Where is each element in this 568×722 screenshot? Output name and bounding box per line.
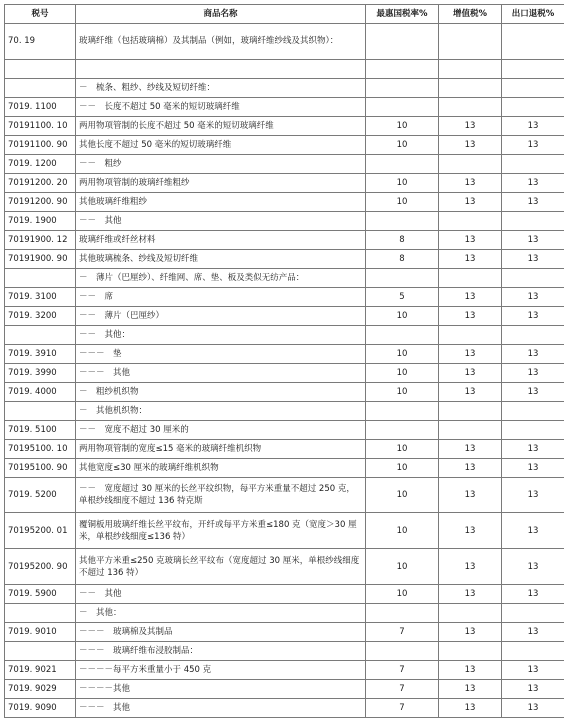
vat-rate-cell: 13 [439, 173, 502, 192]
product-name-cell: －－－ 玻璃棉及其制品 [76, 623, 366, 642]
table-row [5, 97, 565, 116]
table-row [5, 249, 565, 268]
product-name-cell: 玻璃纤维或纤丝材料 [76, 230, 366, 249]
mfn-rate-cell: 7 [366, 699, 439, 718]
mfn-rate-cell [366, 604, 439, 623]
tariff-code-cell: 70195200. 01 [5, 513, 76, 549]
vat-rate-cell: 13 [439, 477, 502, 513]
vat-rate-cell: 13 [439, 116, 502, 135]
vat-rate-cell [439, 642, 502, 661]
tariff-code-cell: 70191200. 20 [5, 173, 76, 192]
mfn-rate-cell: 10 [366, 382, 439, 401]
product-name-cell: －－ 长度不超过 50 毫米的短切玻璃纤维 [76, 97, 366, 116]
vat-rate-cell [439, 604, 502, 623]
tariff-code-cell: 70195200. 90 [5, 549, 76, 585]
table-row [5, 306, 565, 325]
tariff-code-cell [5, 78, 76, 97]
product-name-cell: －－－ 玻璃纤维布浸胶制品： [76, 642, 366, 661]
product-name-cell: 其他玻璃梳条、纱线及短切纤维 [76, 249, 366, 268]
table-row [5, 699, 565, 718]
table-row [5, 173, 565, 192]
mfn-rate-cell [366, 325, 439, 344]
mfn-rate-cell [366, 78, 439, 97]
table-row [5, 439, 565, 458]
mfn-rate-cell: 10 [366, 549, 439, 585]
vat-rate-cell: 13 [439, 306, 502, 325]
export-rebate-cell: 13 [502, 661, 565, 680]
product-name-cell: － 梳条、粗纱、纱线及短切纤维： [76, 78, 366, 97]
tariff-code-cell: 70195100. 90 [5, 458, 76, 477]
product-name-cell: 其他长度不超过 50 毫米的短切玻璃纤维 [76, 135, 366, 154]
mfn-rate-cell: 7 [366, 623, 439, 642]
vat-rate-cell: 13 [439, 363, 502, 382]
export-rebate-cell [502, 420, 565, 439]
mfn-rate-cell [366, 154, 439, 173]
table-body [5, 24, 565, 718]
table-row [5, 59, 565, 78]
table-row [5, 585, 565, 604]
mfn-rate-cell: 5 [366, 287, 439, 306]
tariff-code-cell: 7019. 5900 [5, 585, 76, 604]
table-row [5, 268, 565, 287]
product-name-cell: －－ 席 [76, 287, 366, 306]
product-name-cell: 玻璃纤维（包括玻璃棉）及其制品（例如，玻璃纤维纱线及其织物）： [76, 24, 366, 60]
table-row [5, 623, 565, 642]
vat-rate-cell [439, 154, 502, 173]
export-rebate-cell: 13 [502, 116, 565, 135]
table-row [5, 154, 565, 173]
mfn-rate-cell: 10 [366, 513, 439, 549]
tariff-code-cell: 70191100. 90 [5, 135, 76, 154]
product-name-cell: －－ 其他： [76, 325, 366, 344]
mfn-rate-cell: 10 [366, 344, 439, 363]
header-export-rebate: 出口退税% [502, 5, 565, 24]
vat-rate-cell [439, 325, 502, 344]
vat-rate-cell [439, 97, 502, 116]
vat-rate-cell: 13 [439, 680, 502, 699]
vat-rate-cell: 13 [439, 382, 502, 401]
product-name-cell: －－ 粗纱 [76, 154, 366, 173]
vat-rate-cell [439, 211, 502, 230]
product-name-cell: －－ 宽度不超过 30 厘米的 [76, 420, 366, 439]
tariff-code-cell: 70. 19 [5, 24, 76, 60]
tariff-code-cell: 7019. 1900 [5, 211, 76, 230]
export-rebate-cell: 13 [502, 549, 565, 585]
product-name-cell: －－－ 垫 [76, 344, 366, 363]
table-row [5, 211, 565, 230]
product-name-cell: 两用物项管制的玻璃纤维粗纱 [76, 173, 366, 192]
mfn-rate-cell: 10 [366, 192, 439, 211]
export-rebate-cell: 13 [502, 699, 565, 718]
mfn-rate-cell: 7 [366, 680, 439, 699]
vat-rate-cell: 13 [439, 135, 502, 154]
product-name-cell: 其他玻璃纤维粗纱 [76, 192, 366, 211]
tariff-code-cell: 7019. 9029 [5, 680, 76, 699]
tariff-code-cell: 7019. 3100 [5, 287, 76, 306]
export-rebate-cell: 13 [502, 230, 565, 249]
export-rebate-cell: 13 [502, 249, 565, 268]
tariff-code-cell [5, 268, 76, 287]
table-row [5, 24, 565, 60]
header-tariff-code: 税号 [5, 5, 76, 24]
table-row [5, 661, 565, 680]
export-rebate-cell [502, 78, 565, 97]
mfn-rate-cell [366, 211, 439, 230]
vat-rate-cell: 13 [439, 249, 502, 268]
export-rebate-cell: 13 [502, 382, 565, 401]
table-row [5, 363, 565, 382]
vat-rate-cell: 13 [439, 623, 502, 642]
mfn-rate-cell: 10 [366, 173, 439, 192]
table-row [5, 477, 565, 513]
mfn-rate-cell: 10 [366, 458, 439, 477]
tariff-code-cell: 7019. 9010 [5, 623, 76, 642]
vat-rate-cell [439, 78, 502, 97]
product-name-cell: 两用物项管制的宽度≤15 毫米的玻璃纤维机织物 [76, 439, 366, 458]
tariff-table-container [4, 4, 564, 718]
table-row [5, 192, 565, 211]
export-rebate-cell: 13 [502, 192, 565, 211]
tariff-code-cell: 7019. 3910 [5, 344, 76, 363]
table-row [5, 420, 565, 439]
export-rebate-cell: 13 [502, 173, 565, 192]
tariff-code-cell: 7019. 9090 [5, 699, 76, 718]
table-row [5, 549, 565, 585]
product-name-cell: 其他平方米重≤250 克玻璃长丝平纹布（宽度超过 30 厘米，单根纱线细度不超过 136 特） [76, 549, 366, 585]
table-row [5, 642, 565, 661]
product-name-cell: －－－ 其他 [76, 363, 366, 382]
mfn-rate-cell: 10 [366, 116, 439, 135]
export-rebate-cell [502, 325, 565, 344]
table-row [5, 401, 565, 420]
table-row [5, 116, 565, 135]
header-vat-rate: 增值税% [439, 5, 502, 24]
product-name-cell: －－ 其他 [76, 585, 366, 604]
table-row [5, 78, 565, 97]
export-rebate-cell [502, 642, 565, 661]
export-rebate-cell [502, 268, 565, 287]
table-row [5, 344, 565, 363]
table-row [5, 230, 565, 249]
export-rebate-cell: 13 [502, 344, 565, 363]
mfn-rate-cell: 10 [366, 439, 439, 458]
product-name-cell: － 薄片（巴厘纱）、纤维网、席、垫、板及类似无纺产品： [76, 268, 366, 287]
tariff-code-cell: 70191900. 90 [5, 249, 76, 268]
header-mfn-rate: 最惠国税率% [366, 5, 439, 24]
vat-rate-cell [439, 268, 502, 287]
vat-rate-cell: 13 [439, 287, 502, 306]
mfn-rate-cell [366, 401, 439, 420]
vat-rate-cell: 13 [439, 513, 502, 549]
mfn-rate-cell: 10 [366, 306, 439, 325]
product-name-cell: － 粗纱机织物 [76, 382, 366, 401]
product-name-cell: －－－－每平方米重量小于 450 克 [76, 661, 366, 680]
table-header-row [5, 5, 565, 24]
product-name-cell: 覆铜板用玻璃纤维长丝平纹布，开纤或每平方米重≤180 克（宽度＞30 厘米，单根纱线细度≤136 特） [76, 513, 366, 549]
table-row [5, 382, 565, 401]
vat-rate-cell: 13 [439, 661, 502, 680]
tariff-code-cell: 7019. 3990 [5, 363, 76, 382]
tariff-code-cell: 7019. 9021 [5, 661, 76, 680]
vat-rate-cell [439, 59, 502, 78]
product-name-cell: 其他宽度≤30 厘米的玻璃纤维机织物 [76, 458, 366, 477]
export-rebate-cell [502, 59, 565, 78]
mfn-rate-cell [366, 59, 439, 78]
export-rebate-cell [502, 401, 565, 420]
export-rebate-cell: 13 [502, 363, 565, 382]
export-rebate-cell: 13 [502, 458, 565, 477]
vat-rate-cell: 13 [439, 458, 502, 477]
mfn-rate-cell: 10 [366, 585, 439, 604]
export-rebate-cell: 13 [502, 135, 565, 154]
table-row [5, 325, 565, 344]
tariff-code-cell: 7019. 5100 [5, 420, 76, 439]
tariff-code-cell: 70191100. 10 [5, 116, 76, 135]
vat-rate-cell: 13 [439, 585, 502, 604]
tariff-code-cell: 7019. 4000 [5, 382, 76, 401]
header-product-name: 商品名称 [76, 5, 366, 24]
export-rebate-cell: 13 [502, 623, 565, 642]
tariff-code-cell: 7019. 3200 [5, 306, 76, 325]
table-row [5, 287, 565, 306]
tariff-code-cell [5, 642, 76, 661]
vat-rate-cell: 13 [439, 439, 502, 458]
product-name-cell: 两用物项管制的长度不超过 50 毫米的短切玻璃纤维 [76, 116, 366, 135]
tariff-code-cell [5, 604, 76, 623]
product-name-cell: －－－ 其他 [76, 699, 366, 718]
mfn-rate-cell [366, 268, 439, 287]
tariff-code-cell: 7019. 5200 [5, 477, 76, 513]
export-rebate-cell: 13 [502, 585, 565, 604]
mfn-rate-cell: 10 [366, 135, 439, 154]
product-name-cell [76, 59, 366, 78]
mfn-rate-cell: 7 [366, 661, 439, 680]
mfn-rate-cell [366, 24, 439, 60]
vat-rate-cell: 13 [439, 230, 502, 249]
vat-rate-cell [439, 24, 502, 60]
vat-rate-cell: 13 [439, 699, 502, 718]
vat-rate-cell: 13 [439, 192, 502, 211]
vat-rate-cell [439, 401, 502, 420]
tariff-code-cell: 70191200. 90 [5, 192, 76, 211]
export-rebate-cell [502, 604, 565, 623]
export-rebate-cell: 13 [502, 477, 565, 513]
export-rebate-cell [502, 24, 565, 60]
product-name-cell: －－ 薄片（巴厘纱） [76, 306, 366, 325]
mfn-rate-cell [366, 420, 439, 439]
product-name-cell: － 其他机织物： [76, 401, 366, 420]
mfn-rate-cell [366, 97, 439, 116]
mfn-rate-cell [366, 642, 439, 661]
vat-rate-cell: 13 [439, 549, 502, 585]
export-rebate-cell [502, 154, 565, 173]
vat-rate-cell: 13 [439, 344, 502, 363]
mfn-rate-cell: 10 [366, 477, 439, 513]
table-row [5, 458, 565, 477]
tariff-code-cell: 70191900. 12 [5, 230, 76, 249]
export-rebate-cell: 13 [502, 513, 565, 549]
product-name-cell: － 其他： [76, 604, 366, 623]
product-name-cell: －－－－其他 [76, 680, 366, 699]
tariff-code-cell: 7019. 1200 [5, 154, 76, 173]
tariff-table [4, 4, 564, 718]
tariff-code-cell: 7019. 1100 [5, 97, 76, 116]
table-row [5, 513, 565, 549]
product-name-cell: －－ 宽度超过 30 厘米的长丝平纹织物，每平方米重量不超过 250 克，单根纱线细度不超过 136 特克斯 [76, 477, 366, 513]
table-row [5, 135, 565, 154]
mfn-rate-cell: 10 [366, 363, 439, 382]
mfn-rate-cell: 8 [366, 230, 439, 249]
product-name-cell: －－ 其他 [76, 211, 366, 230]
tariff-code-cell [5, 59, 76, 78]
export-rebate-cell: 13 [502, 306, 565, 325]
tariff-code-cell [5, 325, 76, 344]
export-rebate-cell: 13 [502, 287, 565, 306]
export-rebate-cell: 13 [502, 680, 565, 699]
export-rebate-cell [502, 211, 565, 230]
export-rebate-cell: 13 [502, 439, 565, 458]
tariff-code-cell [5, 401, 76, 420]
table-row [5, 604, 565, 623]
mfn-rate-cell: 8 [366, 249, 439, 268]
table-row [5, 680, 565, 699]
vat-rate-cell [439, 420, 502, 439]
export-rebate-cell [502, 97, 565, 116]
tariff-code-cell: 70195100. 10 [5, 439, 76, 458]
